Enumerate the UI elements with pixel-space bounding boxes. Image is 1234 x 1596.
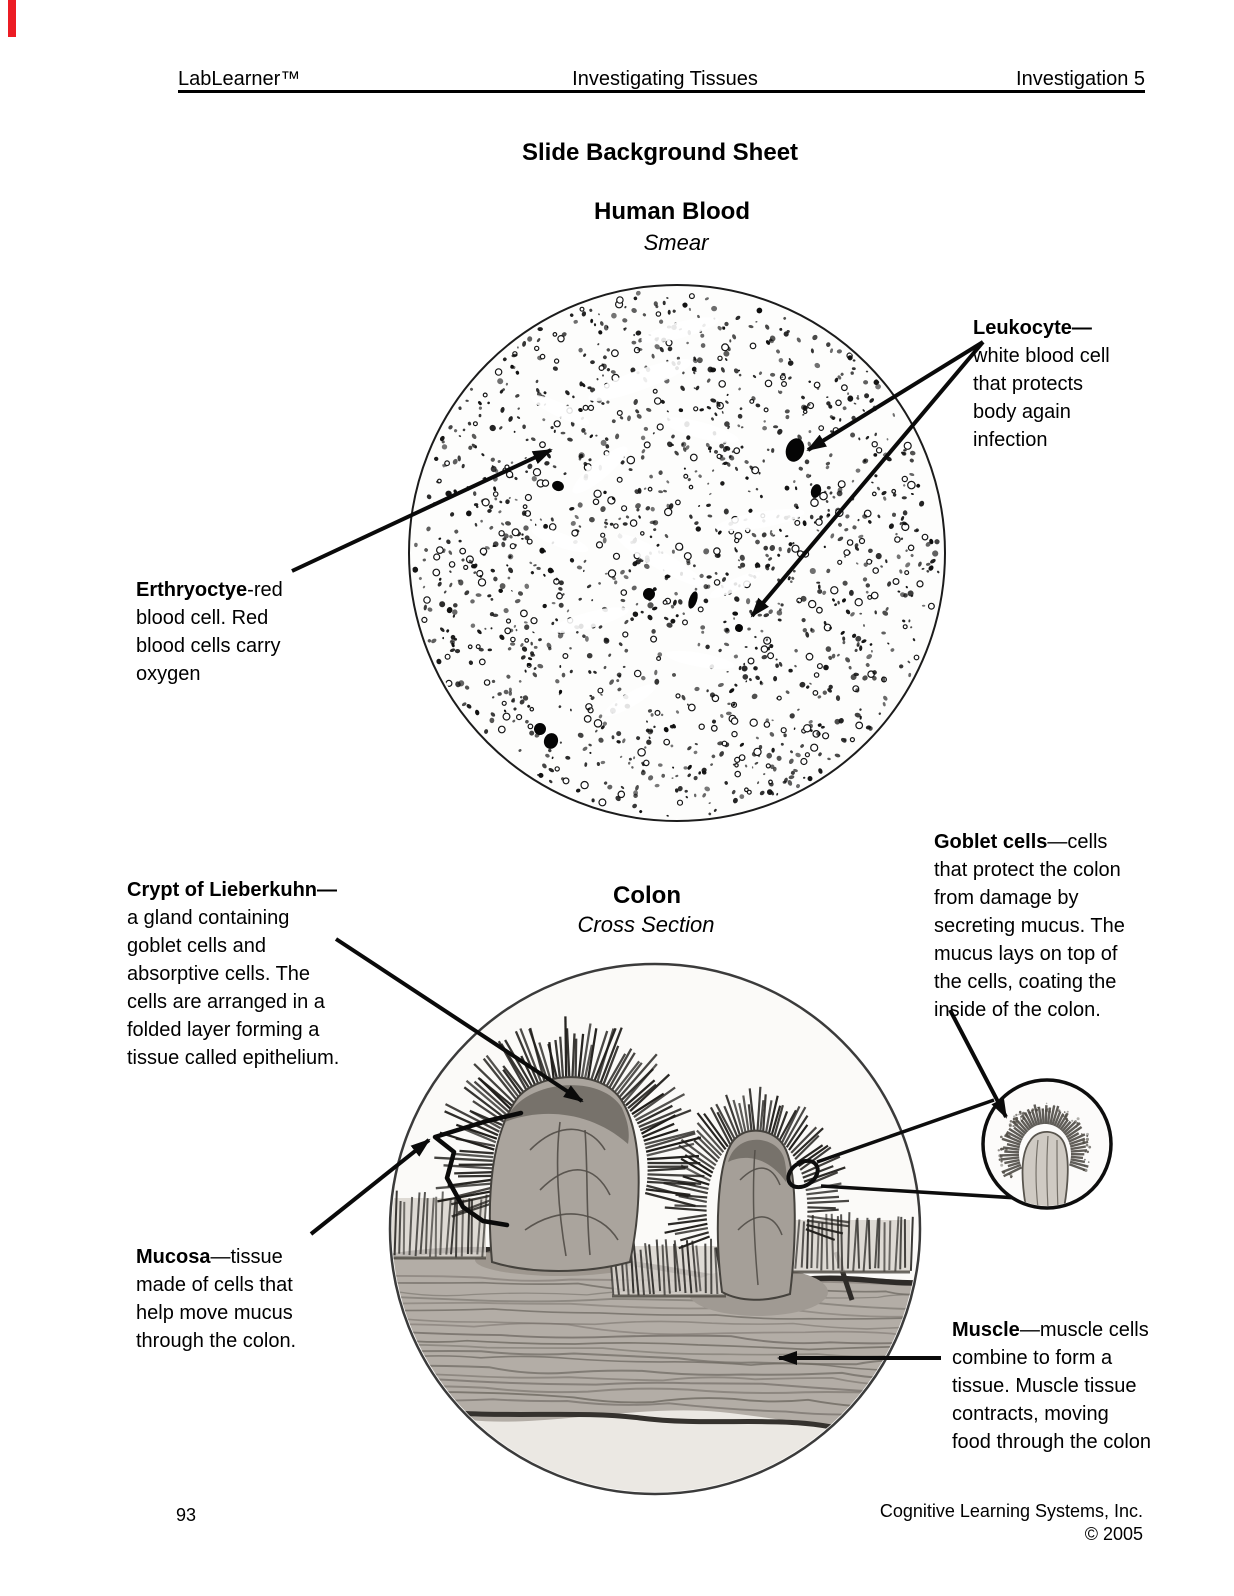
header-center: Investigating Tissues [572,68,758,90]
label-term-line [127,876,339,904]
muscle-term-tail: —muscle cells [1019,1319,1149,1341]
label-line: cells are arranged in a [127,991,325,1013]
footer-copyright: © 2005 [1084,1524,1143,1544]
goblet-term: Goblet cells [934,831,1048,853]
label-line: goblet cells and [127,935,266,957]
erythrocyte-term-tail: -red [247,579,283,601]
muscle-label [952,1316,1151,1456]
muscle-description [952,1344,1151,1456]
mucosa-term: Mucosa [136,1246,211,1268]
label-line: that protect the colon [934,859,1121,881]
label-term-line [136,1243,296,1271]
label-line: tissue. Muscle tissue [952,1375,1137,1397]
leukocyte-label [973,314,1110,454]
label-line: infection [973,429,1048,451]
erythrocyte-term: Erthryoctye [136,579,248,601]
footer-organization: Cognitive Learning Systems, Inc. [879,1501,1143,1521]
mucosa-description [136,1271,296,1355]
header-rule [178,90,1145,93]
label-line: oxygen [136,663,201,685]
label-line: body again [973,401,1071,423]
blood-subheading: Smear [643,230,709,255]
label-line: blood cell. Red [136,607,269,629]
leukocyte-term: Leukocyte— [973,317,1092,339]
label-line: tissue called epithelium. [127,1047,340,1069]
muscle-term: Muscle [952,1319,1020,1341]
goblet-term-tail: —cells [1047,831,1108,853]
erythrocyte-label [136,576,283,688]
blood-heading: Human Blood [594,198,750,225]
mucosa-term-tail: —tissue [210,1246,283,1268]
crypt-label [127,876,339,1072]
label-line: from damage by [934,887,1079,909]
blood-smear-illustration [409,285,945,821]
label-line: folded layer forming a [127,1019,320,1041]
label-line: combine to form a [952,1347,1113,1369]
label-line: secreting mucus. The [934,915,1125,937]
label-term-line [934,828,1125,856]
erythrocyte-description [136,604,283,688]
header-left: LabLearner™ [178,68,301,90]
label-line: white blood cell [973,345,1110,367]
label-line: the cells, coating the [934,971,1117,993]
label-line: made of cells that [136,1274,293,1296]
goblet-description [934,856,1125,1024]
red-annotation-mark [8,0,16,37]
goblet-arrow [950,1010,1006,1117]
leukocyte-description [973,342,1110,454]
label-term-line [136,576,283,604]
goblet-label [934,828,1125,1024]
label-line: help move mucus [136,1302,293,1324]
label-line: absorptive cells. The [127,963,311,985]
label-line: inside of the colon. [934,999,1101,1021]
mucosa-label [136,1243,296,1355]
colon-illustration [380,964,1111,1555]
colon-subheading: Cross Section [577,912,715,937]
label-line: contracts, moving [952,1403,1109,1425]
colon-heading: Colon [613,882,681,909]
label-term-line [952,1316,1151,1344]
header-right: Investigation 5 [1016,68,1145,90]
page-title: Slide Background Sheet [521,139,799,166]
crypt-term: Crypt of Lieberkuhn— [127,879,338,901]
label-line: a gland containing [127,907,290,929]
label-term-line [973,314,1110,342]
label-line: mucus lays on top of [934,943,1118,965]
label-line: blood cells carry [136,635,281,657]
label-line: through the colon. [136,1330,297,1352]
label-line: that protects [973,373,1084,395]
label-line: food through the colon [952,1431,1152,1453]
crypt-description [127,904,339,1072]
page-number: 93 [176,1505,197,1525]
